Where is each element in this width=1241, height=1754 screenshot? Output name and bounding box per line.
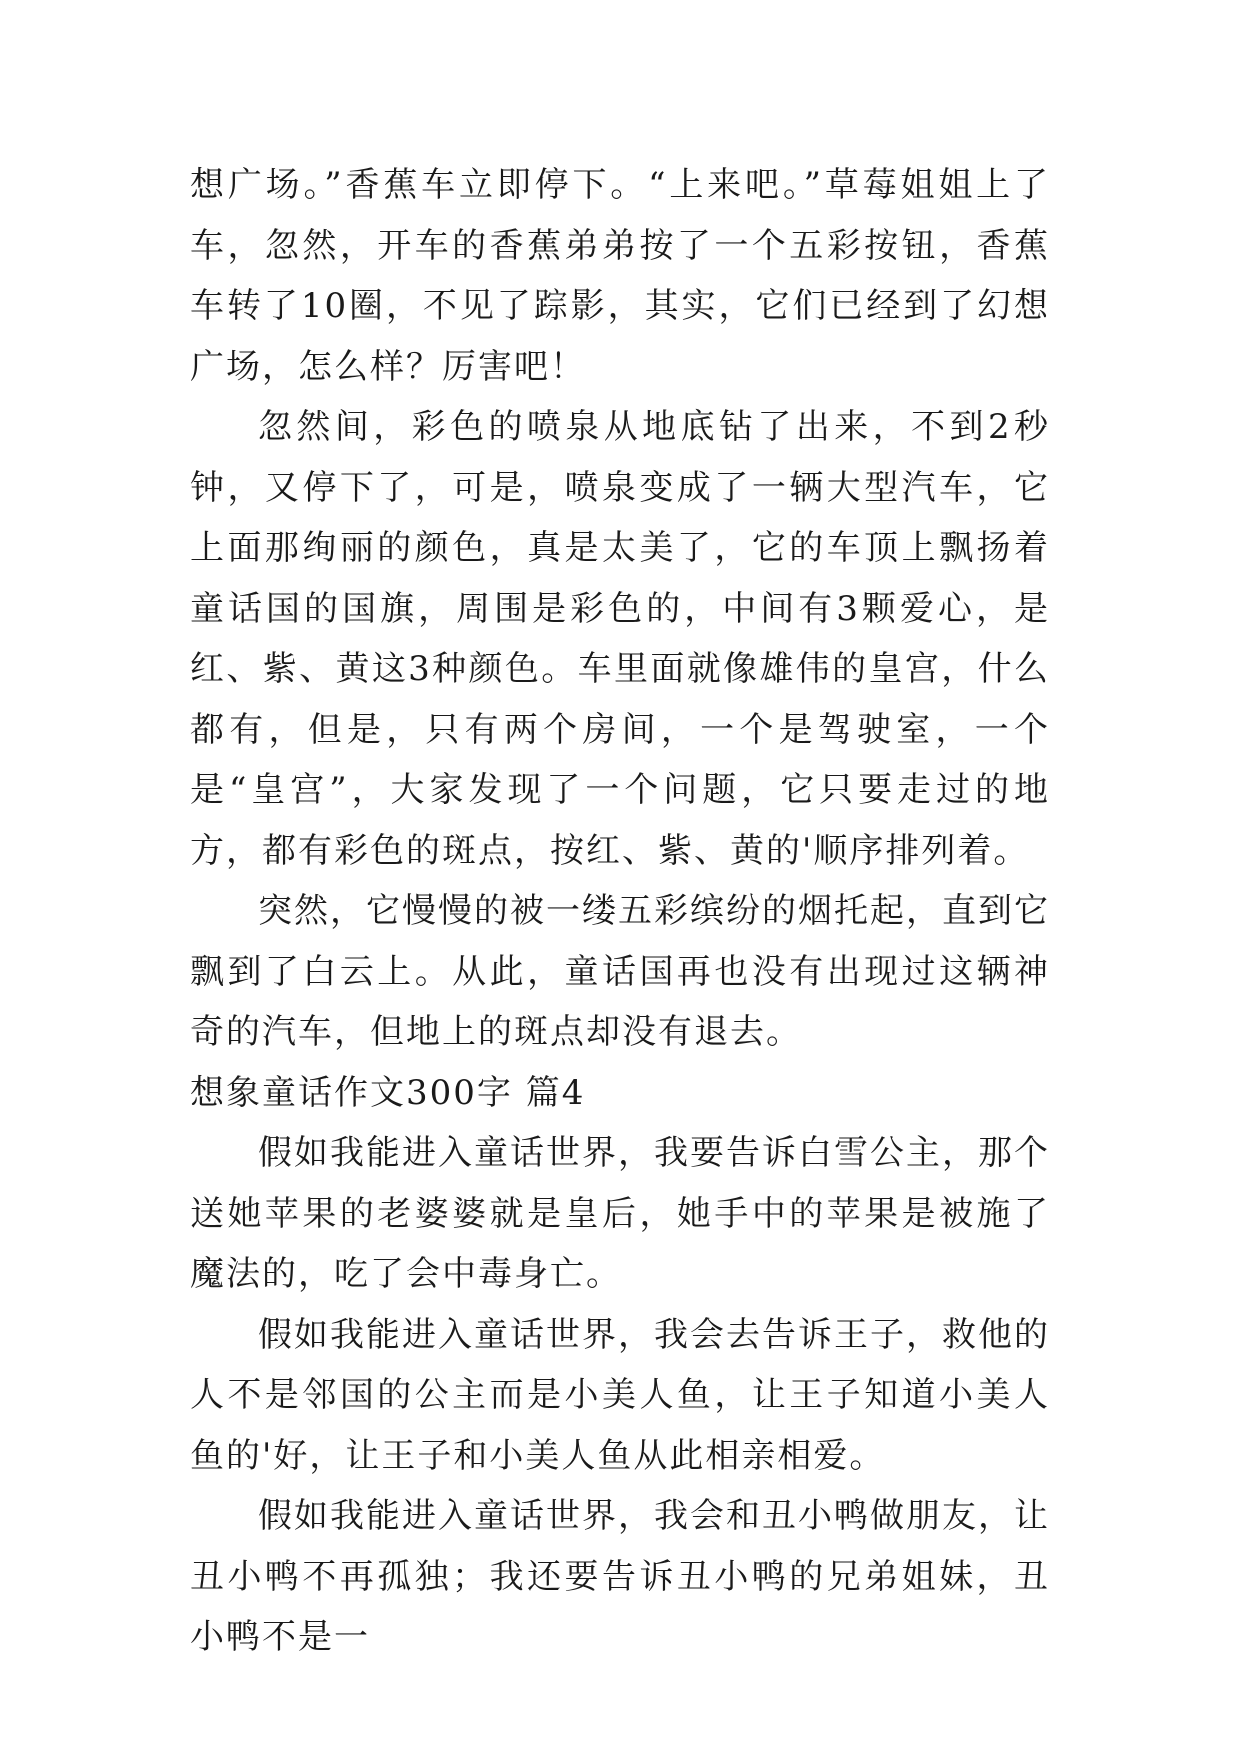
paragraph-1: 想广场。”香蕉车立即停下。“上来吧。”草莓姐姐上了车，忽然，开车的香蕉弟弟按了一个五彩按钮，香蕉车转了10圈，不见了踪影，其实，它们已经到了幻想广场，怎么样？厉害吧！ (190, 165, 1050, 387)
paragraph-5: 假如我能进入童话世界，我会去告诉王子，救他的人不是邻国的公主而是小美人鱼，让王子知道小美人鱼的'好，让王子和小美人鱼从此相亲相爱。 (190, 1314, 1050, 1476)
paragraph-6: 假如我能进入童话世界，我会和丑小鸭做朋友，让丑小鸭不再孤独；我还要告诉丑小鸭的兄弟姐妹，丑小鸭不是一 (190, 1496, 1050, 1657)
section-heading: 想象童话作文300字 篇4 (190, 1072, 586, 1113)
paragraph-4: 假如我能进入童话世界，我要告诉白雪公主，那个送她苹果的老婆婆就是皇后，她手中的苹果是被施了魔法的，吃了会中毒身亡。 (190, 1133, 1050, 1294)
paragraph-3: 突然，它慢慢的被一缕五彩缤纷的烟托起，直到它飘到了白云上。从此，童话国再也没有出现过这辆神奇的汽车，但地上的斑点却没有退去。 (190, 891, 1050, 1052)
paragraph-2: 忽然间，彩色的喷泉从地底钻了出来，不到2秒钟，又停下了，可是，喷泉变成了一辆大型汽车，它上面那绚丽的颜色，真是太美了，它的车顶上飘扬着童话国的国旗，周围是彩色的，中间有3颗爱心，是红、紫、黄这3种颜色。车里面就像雄伟的皇宫，什么都有，但是，只有两个房间，一个是驾驶室，一个是“皇宫”，大家发现了一个问题，它只要走过的地方，都有彩色的斑点，按红、紫、黄的'顺序排列着。 (190, 407, 1050, 871)
document-body (190, 155, 1050, 1668)
